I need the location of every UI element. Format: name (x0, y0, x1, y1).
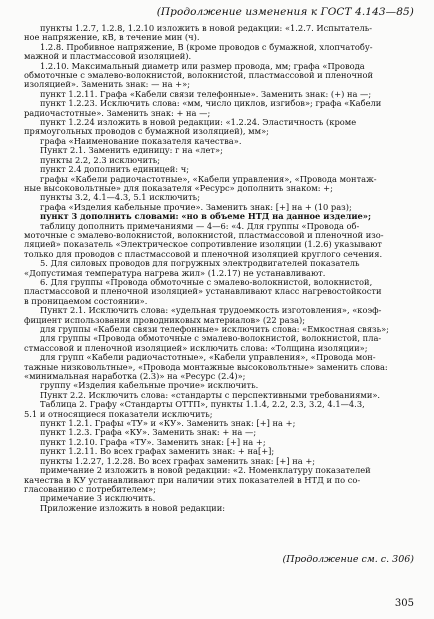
text-line: примечание 2 изложить в новой редакции: «2. Номенклатуру показателей (40, 466, 371, 476)
text-line: пункт 1.2.10. Графа «ТУ». Заменить знак: [+] на +; (40, 437, 266, 447)
text-line: Приложение изложить в новой редакции: (40, 503, 226, 513)
text-line: моточные с эмалево-волокнистой, волокнистой, пластмассовой и пленочной изо- (24, 230, 384, 240)
text-line: для группы «Провода обмоточные с эмалево-волокнистой, волокнистой, пла- (40, 334, 382, 344)
text-line: только для проводов с пластмассовой и пленочной изоляцией круглого сечения. (24, 249, 383, 259)
document-body (24, 24, 416, 513)
text-line: пункт 3 дополнить словами: «но в объеме НТД на данное изделие»; (40, 212, 372, 222)
text-line: группу «Изделия кабельные прочие» исключить. (40, 381, 259, 391)
text-line: пункты 1.2.7, 1.2.8, 1.2.10 изложить в новой редакции: «1.2.7. Испытатель- (40, 24, 373, 33)
text-line: для групп «Кабели радиочастотные», «Кабели управления», «Провода мон- (40, 353, 376, 363)
text-line: таблицу дополнить примечаниями — 4—6: «4. Для группы «Провода об- (40, 221, 360, 231)
text-line: пункт 1.2.11. Графа «Кабели связи телефонные». Заменить знак: (+) на —; (40, 89, 372, 99)
text-line: пункт 1.2.23. Исключить слова: «мм, число циклов, изгибов»; графа «Кабели (40, 99, 382, 109)
text-line: пластмассовой и пленочной изоляцией» устанавливают класс нагревостойкости (24, 287, 382, 297)
text-line: 6. Для группы «Провода обмоточные с эмалево-волокнистой, волокнистой, (40, 277, 373, 287)
text-line: ное напряжение, кВ, в течение мин (ч). (24, 33, 200, 43)
text-line: изоляцией». Заменить знак: — на +»; (24, 80, 190, 90)
text-line: для группы «Кабели связи телефонные» исключить слова: «Емкостная связь»; (40, 325, 389, 334)
text-line: «Допустимая температура нагрева жил» (1.2.17) не устанавливают. (24, 268, 326, 278)
text-line: пункт 1.2.1. Графы «ТУ» и «КУ». Заменить знак: [+] на +; (40, 419, 296, 429)
text-line: качества в КУ устанавливают при наличии этих показателей в НТД и по со- (24, 475, 361, 485)
text-line: пункты 1.2.27, 1.2.28. Во всех графах заменить знак: [+] на +; (40, 456, 316, 466)
text-line: тажные низковольтные», «Провода монтажные высоковольтные» заменить слова: (24, 362, 388, 372)
text-line: Таблица 2. Графу «Стандарты ОТТП», пункты 1.1.4, 2.2, 2.3, 3.2, 4.1—4.3, (40, 400, 365, 410)
text-line: графа «Наименование показателя качества». (40, 136, 242, 146)
text-line: стмассовой и пленочной изоляцией» исключить слова: «Толщина изоляции»; (24, 343, 368, 353)
text-line: 5.1 и относящиеся показатели исключить; (24, 409, 213, 419)
text-line: пункты 3.2, 4.1—4.3, 5.1 исключить; (40, 193, 200, 203)
text-line: в проницаемом состоянии». (24, 296, 148, 306)
text-line: пункт 1.2.24 изложить в новой редакции: «1.2.24. Эластичность (кроме (40, 118, 357, 128)
text-line: фициент использования проводниковых материалов» (22 раза); (24, 315, 306, 325)
text-line: примечание 3 исключить. (40, 494, 156, 504)
text-line: мажной и пластмассовой изоляцией). (24, 52, 192, 62)
text-line: пункт 2.4 дополнить единицей: ч; (40, 165, 189, 175)
text-line: пункты 2.2, 2.3 исключить; (40, 155, 161, 165)
text-line: прямоугольных проводов с бумажной изоляцией), мм»; (24, 127, 269, 137)
text-line: Пункт 2.1. Заменить единицу: г на «лет»; (40, 146, 223, 156)
text-line: гласованию с потребителем»; (24, 484, 156, 494)
page-header: (Продолжение изменения к ГОСТ 4.143—85) (156, 6, 414, 18)
text-line: ные высоковольтные» для показателя «Ресурс» дополнить знаком: +; (24, 183, 333, 193)
text-line: «минимальная наработка (2.3)» на «Ресурс (2.4)»; (24, 372, 246, 382)
continuation-note: (Продолжение см. с. 306) (282, 554, 414, 565)
text-line: графы «Кабели радиочастотные», «Кабели управления», «Провода монтаж- (40, 174, 377, 184)
text-line: обмоточные с эмалево-волокнистой, волокнистой, пластмассовой и пленочной (24, 71, 374, 81)
text-line: пункт 1.2.11. Во всех графах заменить знак: + на[+]; (40, 447, 275, 457)
text-line: 5. Для силовых проводов для погружных электродвигателей показатель (40, 259, 360, 269)
page-number: 305 (394, 598, 414, 609)
text-line: Пункт 2.1. Исключить слова: «удельная трудоемкость изготовления», «коэф- (40, 306, 382, 316)
text-line: ляцией» показатель «Электрическое сопротивление изоляции (1.2.6) указывают (24, 240, 383, 250)
text-line: пункт 1.2.3. Графа «КУ». Заменить знак: + на —; (40, 428, 257, 438)
text-line: 1.2.8. Пробивное напряжение, В (кроме проводов с бумажной, хлопчатобу- (40, 42, 373, 52)
text-line: радиочастотные». Заменить знак: + на —; (24, 108, 211, 118)
text-line: Пункт 2.2. Исключить слова: «стандарты с перспективными требованиями». (40, 390, 381, 400)
text-line: 1.2.10. Максимальный диаметр или размер провода, мм; графа «Провода (40, 61, 365, 71)
text-line: графа «Изделия кабельные прочие». Заменить знак: [+] на + (10 раз); (40, 202, 352, 212)
